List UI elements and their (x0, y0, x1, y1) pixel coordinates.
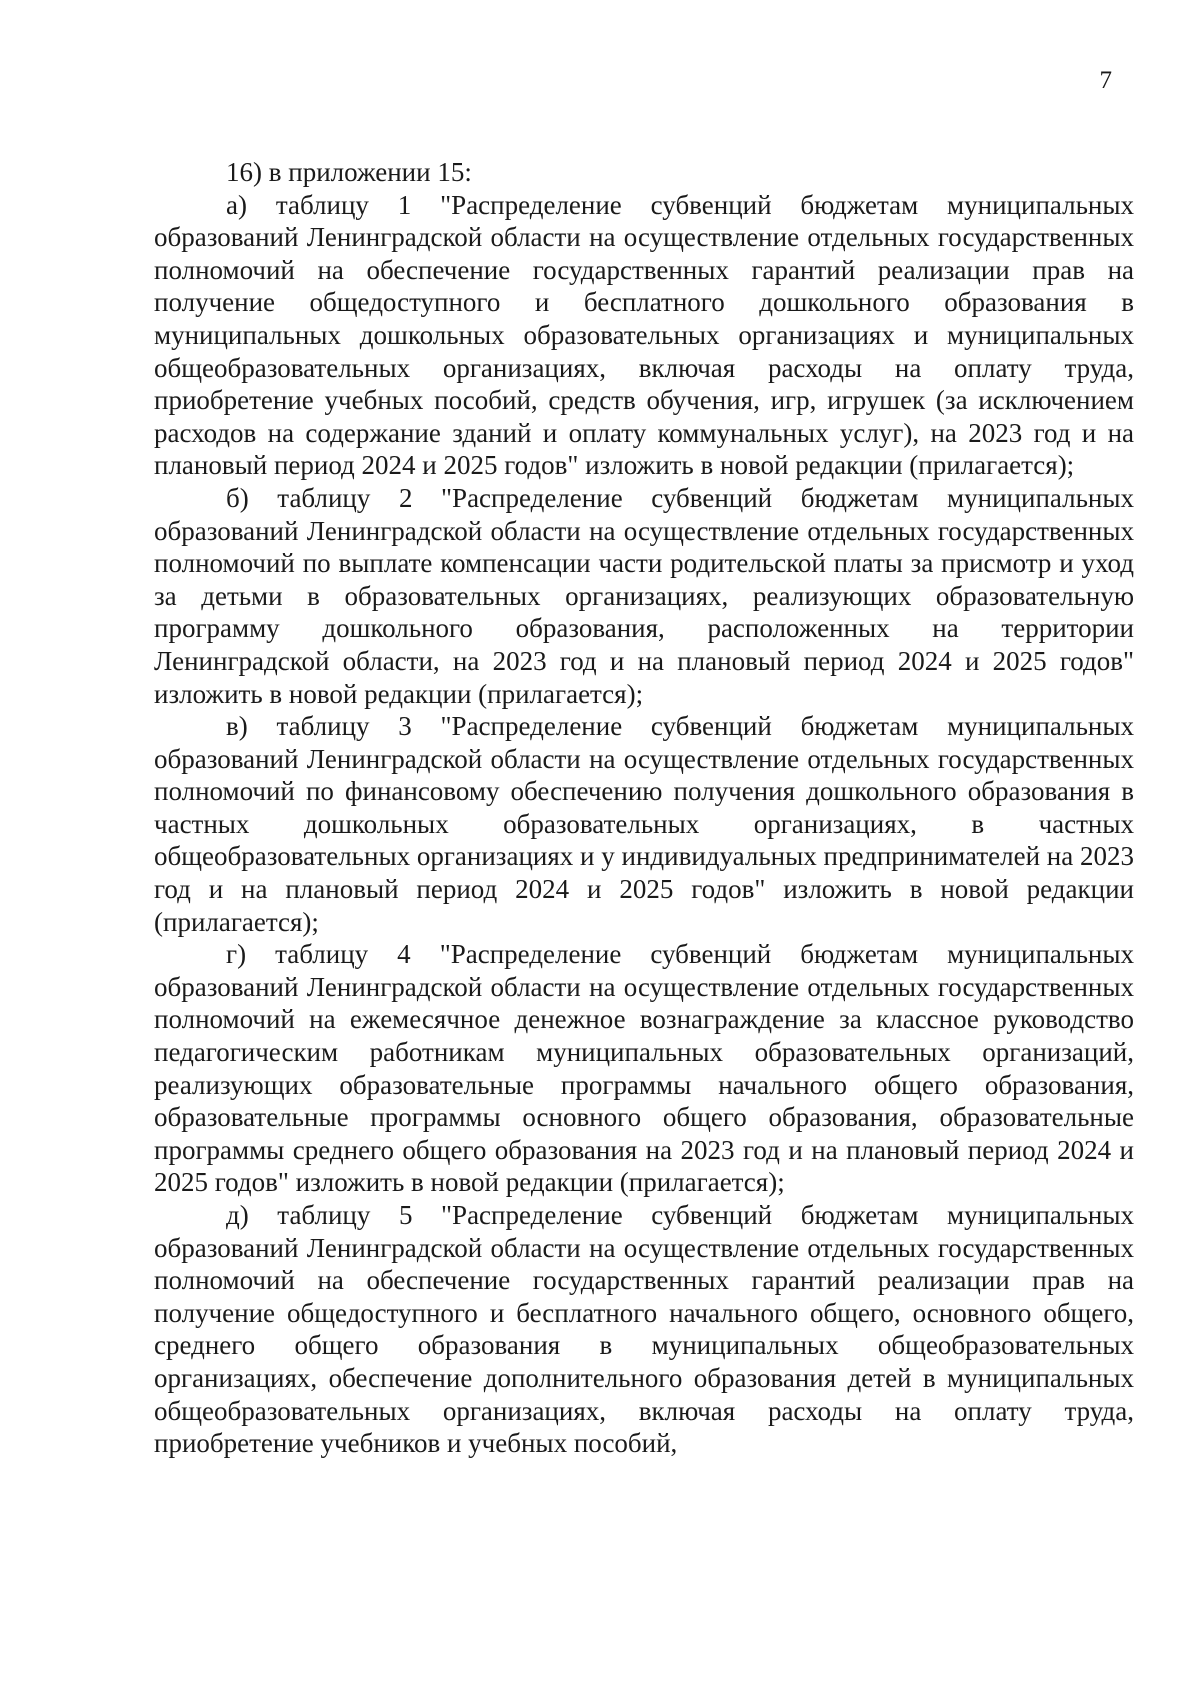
paragraph-e: д) таблицу 5 "Распределение субвенций бюджетам муниципальных образований Ленинградской области на осуществление отдельных государственных полномочий на обеспечение государственных гарантий реализации прав на получение общедоступного и бесплатного начального общего, основного общего, среднего общего образования в муниципальных общеобразовательных организациях, обеспечение дополнительного образования детей в муниципальных общеобразовательных организациях, включая расходы на оплату труда, приобретение учебников и учебных пособий, (154, 1200, 1134, 1459)
paragraph-b: б) таблицу 2 "Распределение субвенций бюджетам муниципальных образований Ленинградской области на осуществление отдельных государственных полномочий по выплате компенсации части родительской платы за присмотр и уход за детьми в образовательных организациях, реализующих образовательную программу дошкольного образования, расположенных на территории Ленинградской области, на 2023 год и на плановый период 2024 и 2025 годов" изложить в новой редакции (прилагается); (154, 482, 1134, 709)
paragraph-a: а) таблицу 1 "Распределение субвенций бюджетам муниципальных образований Ленинградской области на осуществление отдельных государственных полномочий на обеспечение государственных гарантий реализации прав на получение общедоступного и бесплатного дошкольного образования в муниципальных дошкольных образовательных организациях и муниципальных общеобразовательных организациях, включая расходы на оплату труда, приобретение учебных пособий, средств обучения, игр, игрушек (за исключением расходов на содержание зданий и оплату коммунальных услуг), на 2023 год и на плановый период 2024 и 2025 годов" изложить в новой редакции (прилагается); (154, 189, 1134, 481)
item-heading: 16) в приложении 15: (226, 157, 472, 187)
paragraph-d: г) таблицу 4 "Распределение субвенций бюджетам муниципальных образований Ленинградской области на осуществление отдельных государственных полномочий на ежемесячное денежное вознаграждение за классное руководство педагогическим работникам муниципальных образовательных организаций, реализующих образовательные программы начального общего образования, образовательные программы основного общего образования, образовательные программы среднего общего образования на 2023 год и на плановый период 2024 и 2025 годов" изложить в новой редакции (прилагается); (154, 939, 1134, 1198)
paragraph-c: в) таблицу 3 "Распределение субвенций бюджетам муниципальных образований Ленинградской области на осуществление отдельных государственных полномочий по финансовому обеспечению получения дошкольного образования в частных дошкольных образовательных организациях, в частных общеобразовательных организациях и у индивидуальных предпринимателей на 2023 год и на плановый период 2024 и 2025 годов" изложить в новой редакции (прилагается); (154, 711, 1134, 937)
document-body (154, 156, 1134, 1460)
page-number: 7 (1099, 67, 1112, 94)
